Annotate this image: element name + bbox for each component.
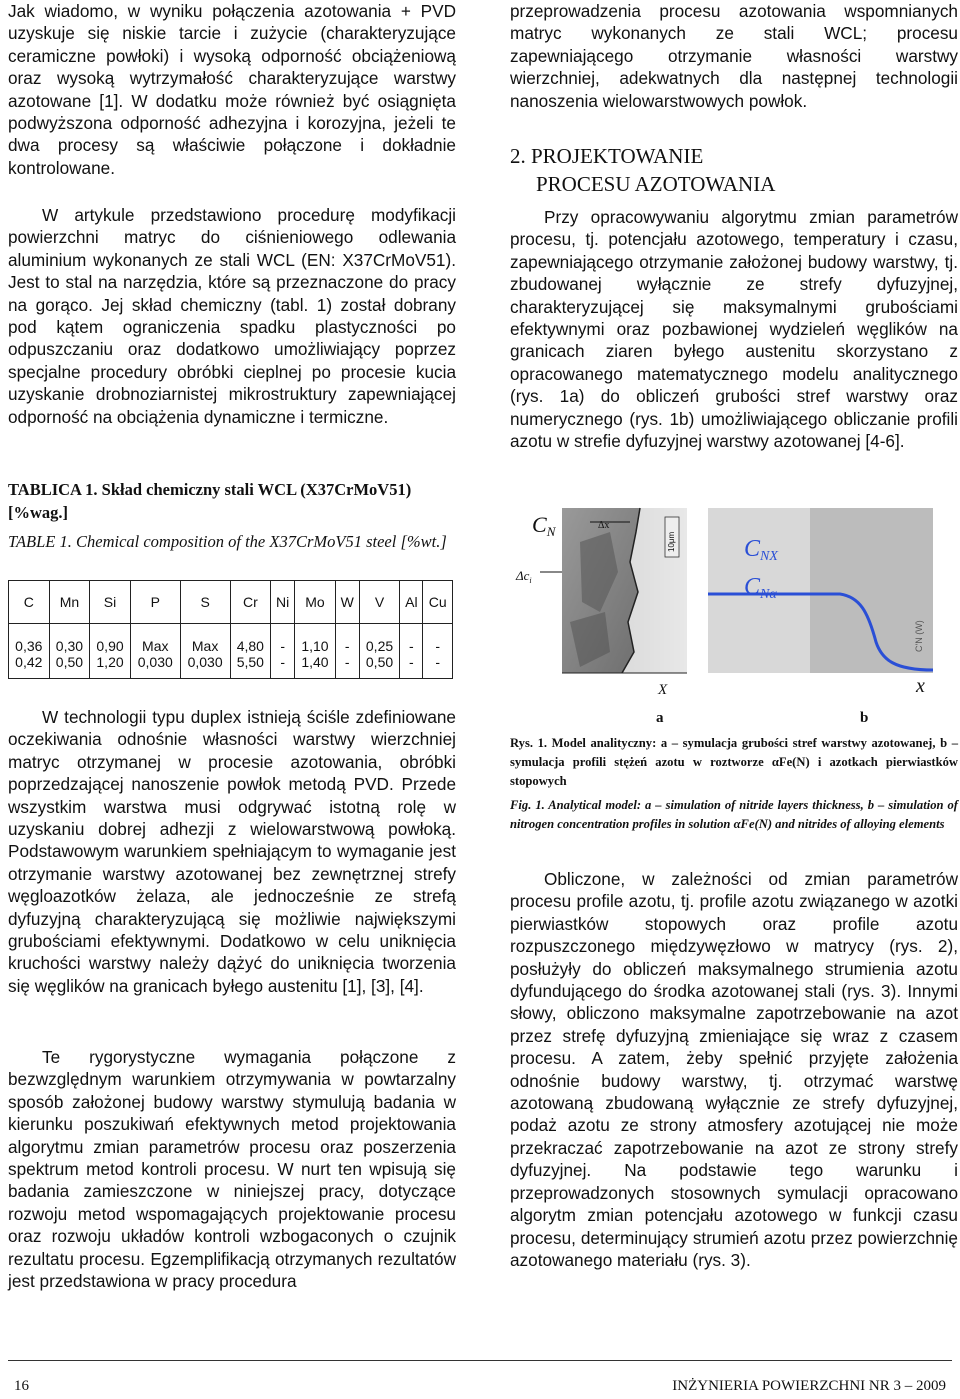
- figure-1: [510, 502, 960, 732]
- cn-label: CN: [532, 512, 556, 539]
- composition-table: [8, 580, 453, 679]
- table-cell: 0,030: [180, 654, 230, 679]
- table-cell: 1,20: [90, 654, 131, 679]
- table-header-cell: Mo: [295, 581, 336, 624]
- table-header-cell: P: [130, 581, 180, 624]
- table-cell: 0,030: [130, 654, 180, 679]
- figure-1a-micrograph: [510, 502, 690, 697]
- axis-watermark-label: C'N (W): [914, 620, 924, 652]
- table-cell: -: [400, 624, 423, 655]
- left-paragraph-3: W technologii typu duplex istnieją ściśle zdefiniowane oczekiwania odnośnie własności warstwy wierzchniej matryc otrzymanej w procesie azotowania, obróbki poprzedzającej nanoszenie powłok metodą PVD. Przede wszystkim warstwa musi odgrywać istotną rolę w uzyskaniu dobrej adhezji z wielowarstwową powłoką. Podstawowym warunkiem spełniającym to wymaganie jest otrzymanie warstwy azotowanej bez zewnętrznej strefy węgloazotków żelaza, ale jednocześnie ze strefą dyfuzyjną charakteryzującą się możliwie największymi grubościami efektywnymi. Dodatkowo w celu uniknięcia kruchości warstwy należy dążyć do uniknięcia tworzenia się węglików na granicach byłego austenitu [1], [3], [4].: [8, 707, 456, 996]
- dci-label: $\Delta c_i$: [516, 568, 532, 585]
- table-cell: 0,25: [359, 624, 400, 655]
- table-cell: -: [423, 654, 453, 679]
- table-cell: 1,40: [295, 654, 336, 679]
- table-cell: -: [423, 624, 453, 655]
- table-cell: 1,10: [295, 624, 336, 655]
- figure-caption-en: Fig. 1. Analytical model: a – simulation of nitride layers thickness, b – simulation of nitrogen concentration profiles in solution αFe(N) and nitrides of alloying elements: [510, 798, 958, 831]
- left-paragraph-2: W artykule przedstawiono procedurę modyfikacji powierzchni matryc do ciśnieniowego odlewania aluminium wykonanych ze stali WCL (EN: X37CrMoV51). Jest to stal na narzędzia, które są przeznaczone do pracy na gorąco. Jej skład chemiczny (tabl. 1) został dobrany pod kątem ograniczenia spadku plastyczności po odpuszczaniu oraz dodatkowo umożliwiający poprzez specjalne procedury obróbki cieplnej po procesie kucia uzyskanie drobnoziarnistej mikrostruktury zapewniającej odporność na obciążenia dynamiczne i termiczne.: [8, 205, 456, 427]
- table-row: [9, 624, 453, 655]
- figure-label-b: b: [860, 710, 869, 726]
- footer-rule: [8, 1360, 952, 1361]
- table-header-cell: Cu: [423, 581, 453, 624]
- section-title-line-2: PROCESU AZOTOWANIA: [536, 172, 776, 196]
- table-cell: 0,90: [90, 624, 131, 655]
- table-cell: 0,42: [9, 654, 50, 679]
- cna-label: CNα: [744, 574, 777, 602]
- table-cell: -: [335, 624, 359, 655]
- table-header-cell: W: [335, 581, 359, 624]
- table-header-cell: Al: [400, 581, 423, 624]
- table-cell: 0,50: [359, 654, 400, 679]
- table-header-cell: V: [359, 581, 400, 624]
- table-cell: 4,80: [230, 624, 271, 655]
- table-title-en: TABLE 1. Chemical composition of the X37CrMoV51 steel [%wt.]: [8, 532, 447, 551]
- table-header-cell: Si: [90, 581, 131, 624]
- table-cell: 5,50: [230, 654, 271, 679]
- x-label-a: X: [658, 682, 668, 697]
- table-header-row: [9, 581, 453, 624]
- figure-label-a: a: [656, 710, 664, 726]
- left-paragraph-4: Te rygorystyczne wymagania połączone z bezwzględnym warunkiem otrzymywania w powtarzalny sposób założonej budowy warstwy stymulują badania w kierunku poszukiwań efektywnych metod projektowania algorytmu zmian parametrów procesu oraz poszerzenia spektrum metod kontroli procesu. W nurt ten wpisują się badania zamieszczone w niniejszej pracy, dotyczące rozwoju metod wspomagających projektowanie procesu oraz rozwoju układów kontroli wzbogaconych o czujnik rezultatu procesu. Egzemplifikacją otrzymanych rezultatów jest przedstawiona w pracy procedura: [8, 1047, 456, 1292]
- table-header-cell: Ni: [271, 581, 295, 624]
- table-cell: -: [271, 654, 295, 679]
- table-cell: Max: [130, 624, 180, 655]
- section-title-line-1: 2. PROJEKTOWANIE: [510, 144, 704, 168]
- journal-footer: INŻYNIERIA POWIERZCHNI NR 3 – 2009: [672, 1378, 946, 1394]
- right-paragraph-2: Przy opracowywaniu algorytmu zmian parametrów procesu, tj. potencjału azotowego, temperatury i czasu, zapewniającego otrzymanie założonej budowy warstwy, tj. zbudowanej wyłącznie ze strefy dyfuzyjnej, charakteryzującej się maksymalnymi grubościami efektywnymi oraz pozbawionej wydzieleń węglików na granicach ziaren byłego austenitu skorzystano z opracowanego matematycznego modelu analitycznego (rys. 1a) do obliczeń grubości stref warstwy oraz numerycznego (rys. 1b) umożliwiającego obliczanie profili azotu w strefie dyfuzyjnej warstwy azotowanej [4-6].: [510, 207, 958, 452]
- table-header-cell: S: [180, 581, 230, 624]
- right-paragraph-1: przeprowadzenia procesu azotowania wspomnianych matryc wykonanych ze stali WCL; procesu zapewniającego otrzymanie własności warstwy wierzchniej, adekwatnych dla następnej technologii nanoszenia wielowarstwowych powłok.: [510, 1, 958, 111]
- figure-1b-profile: [690, 502, 958, 697]
- left-paragraph-1: Jak wiadomo, w wyniku połączenia azotowania + PVD uzyskuje się niskie tarcie i zużycie (charakteryzujące ceramiczne powłoki) i wysoką odporność obciążeniową oraz wysoką wytrzymałość charakteryzujące warstwy azotowane [1]. W dodatku może również być osiągnięta podwyższona odporność adhezyjna i korozyjna, jeżeli te dwa procesy są właściwie połączone i dokładnie kontrolowane.: [8, 1, 456, 178]
- table-title-pl: TABLICA 1. Skład chemiczny stali WCL (X37CrMoV51) [%wag.]: [8, 480, 412, 522]
- table-row: [9, 654, 453, 679]
- table-cell: 0,30: [49, 624, 90, 655]
- table-header-cell: C: [9, 581, 50, 624]
- scale-bar-label: 10μm: [667, 531, 676, 552]
- table-cell: Max: [180, 624, 230, 655]
- table-header-cell: Mn: [49, 581, 90, 624]
- x-label-b: x: [916, 675, 925, 697]
- table-cell: -: [335, 654, 359, 679]
- right-paragraph-3: Obliczone, w zależności od zmian parametrów procesu profile azotu, tj. profile azotu związanego w azotki pierwiastków stopowych oraz profile azotu rozpuszczonego międzywęzłowo w matrycy (rys. 2), posłużyły do obliczeń maksymalnego strumienia azotu dyfundującego do środka azotowanej stali (rys. 3). Innymi słowy, obliczono maksymalne zapotrzebowanie na azot przez strefę dyfuzyjną zmieniające się wraz z czasem procesu. A zatem, żeby spełnić przyjęte założenia odnośnie budowy warstwy, tj. otrzymać warstwę azotowaną zbudowaną wyłącznie ze strefy dyfuzyjnej, podaż azotu ze strony atmosfery azotującej nie może przekraczać zapotrzebowanie na azot ze strony strefy dyfuzyjnej. Na podstawie tego warunku i przeprowadzonych stosownych symulacji opracowano algorytm zmian potencjału azotowego w funkcji czasu procesu, determinujący strumień azotu przez powierzchnię azotowanego materiału (rys. 3).: [510, 869, 958, 1270]
- table-header-cell: Cr: [230, 581, 271, 624]
- dx-label: Δx: [598, 520, 610, 531]
- table-cell: -: [400, 654, 423, 679]
- table-cell: 0,36: [9, 624, 50, 655]
- cnx-label: CNX: [744, 536, 778, 564]
- page-number: 16: [14, 1378, 29, 1394]
- table-cell: -: [271, 624, 295, 655]
- figure-caption-pl: Rys. 1. Model analityczny: a – symulacja grubości stref warstwy azotowanej, b – symulacja profili stężeń azotu w roztworze αFe(N) i azotkach pierwiastków stopowych: [510, 736, 958, 788]
- table-cell: 0,50: [49, 654, 90, 679]
